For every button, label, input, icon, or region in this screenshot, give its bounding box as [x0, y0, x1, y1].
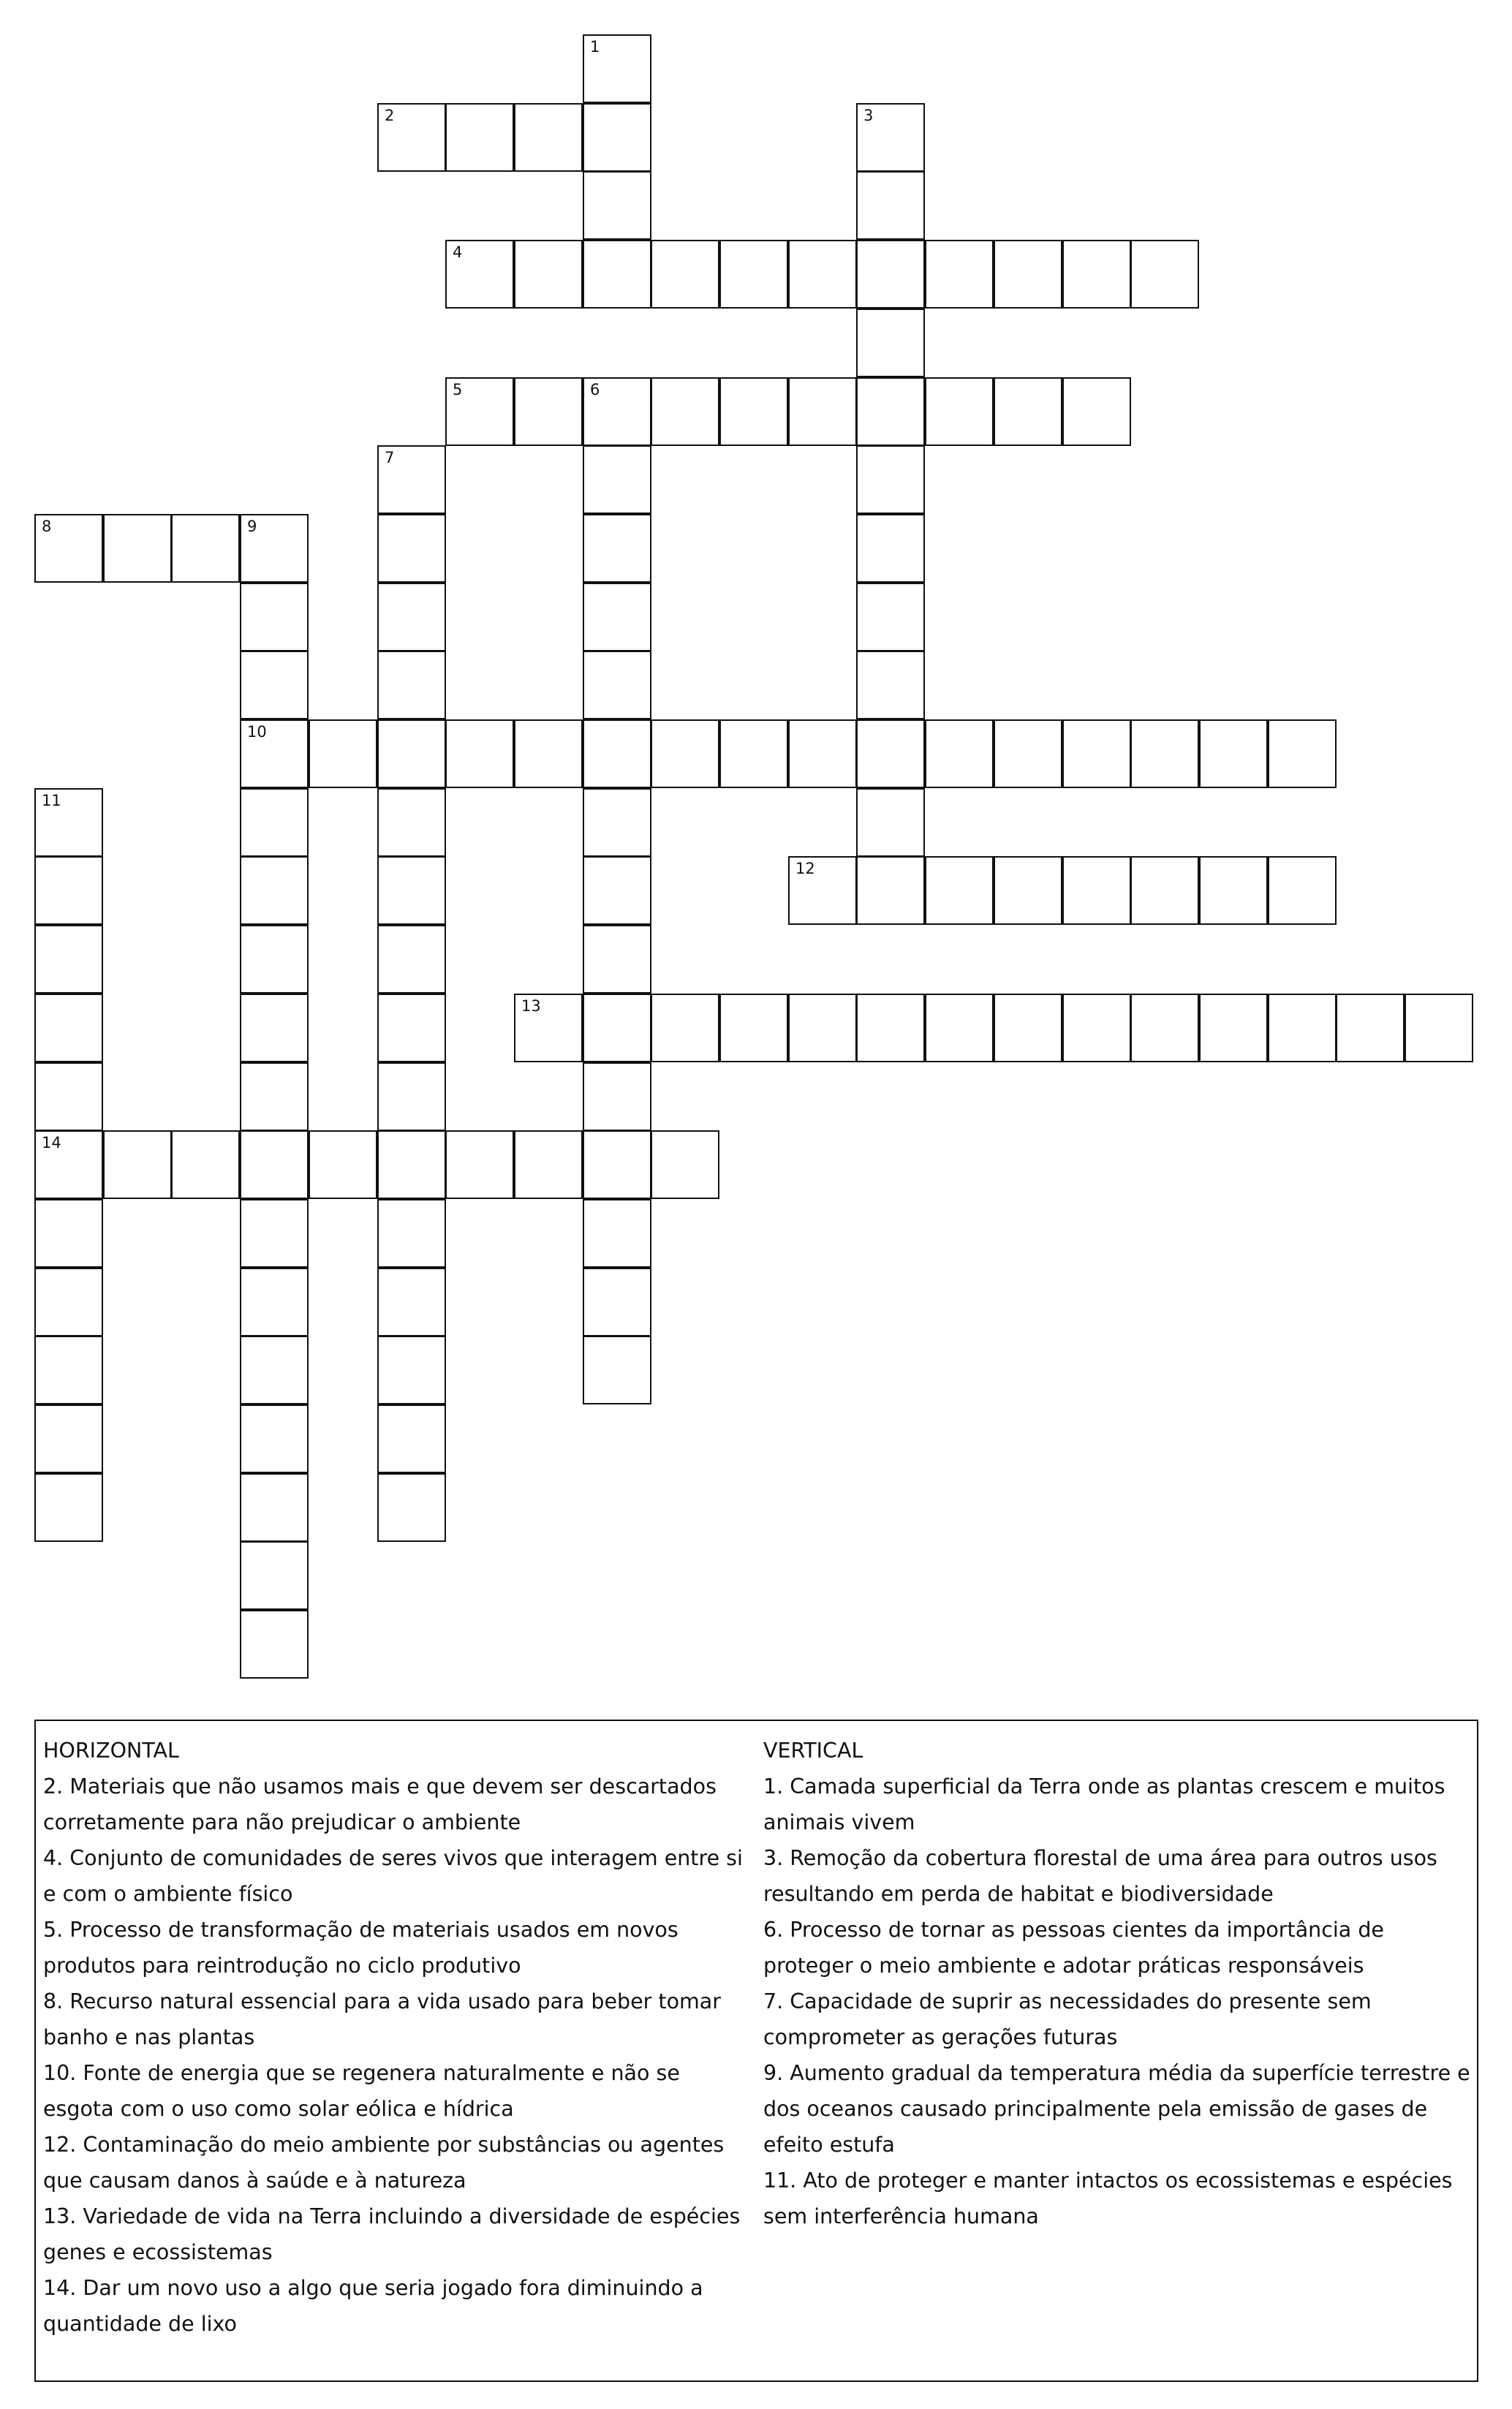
grid-cell[interactable]	[719, 240, 788, 309]
clue-number: 12	[795, 860, 815, 877]
grid-cell[interactable]	[925, 856, 994, 925]
grid-cell[interactable]	[377, 1130, 446, 1199]
grid-cell[interactable]	[240, 856, 309, 925]
grid-cell[interactable]	[994, 856, 1062, 925]
grid-cell[interactable]	[994, 240, 1062, 309]
grid-cell[interactable]	[171, 514, 240, 583]
grid-cell[interactable]	[377, 719, 446, 788]
clue-number: 9	[247, 518, 257, 535]
grid-cell[interactable]	[583, 171, 651, 240]
grid-cell[interactable]	[651, 994, 719, 1062]
grid-cell[interactable]	[377, 994, 446, 1062]
clue-number: 1	[590, 38, 600, 56]
clue-horizontal-5: 5. Processo de transformação de materiais usados em novos produtos para reintrodução no ciclo produtivo	[43, 1918, 678, 1978]
grid-cell[interactable]	[925, 240, 994, 309]
grid-cell[interactable]	[651, 377, 719, 446]
grid-cell[interactable]	[240, 1473, 309, 1542]
vertical-clues	[763, 1733, 1476, 2234]
grid-cell[interactable]	[34, 1336, 103, 1404]
grid-cell[interactable]	[1405, 994, 1473, 1062]
grid-cell[interactable]	[34, 1268, 103, 1336]
grid-cell[interactable]	[34, 925, 103, 994]
grid-cell[interactable]	[788, 240, 857, 309]
grid-cell[interactable]	[1268, 994, 1337, 1062]
clue-horizontal-2: 2. Materiais que não usamos mais e que devem ser descartados corretamente para não prejudicar o ambiente	[43, 1774, 717, 1834]
grid-cell[interactable]	[583, 719, 651, 788]
grid-cell[interactable]	[583, 994, 651, 1062]
grid-cell[interactable]	[1062, 994, 1131, 1062]
grid-cell[interactable]	[583, 34, 651, 103]
grid-cell[interactable]	[240, 925, 309, 994]
grid-cell[interactable]	[1062, 856, 1131, 925]
clue-number: 10	[247, 723, 267, 741]
grid-cell[interactable]	[377, 925, 446, 994]
clue-number: 5	[453, 381, 463, 398]
grid-cell[interactable]	[377, 1062, 446, 1131]
grid-cell[interactable]	[309, 719, 377, 788]
grid-cell[interactable]	[583, 1062, 651, 1131]
clue-number: 6	[590, 381, 600, 398]
grid-cell[interactable]	[994, 719, 1062, 788]
grid-cell[interactable]	[856, 309, 925, 377]
horizontal-clues	[43, 1733, 756, 2342]
grid-cell[interactable]	[1199, 719, 1268, 788]
grid-cell[interactable]	[377, 103, 446, 172]
grid-cell[interactable]	[377, 856, 446, 925]
grid-cell[interactable]	[856, 445, 925, 514]
grid-cell[interactable]	[377, 445, 446, 514]
grid-cell[interactable]	[583, 1199, 651, 1268]
grid-cell[interactable]	[445, 719, 514, 788]
grid-cell[interactable]	[1199, 856, 1268, 925]
grid-cell[interactable]	[583, 856, 651, 925]
grid-cell[interactable]	[583, 103, 651, 172]
grid-cell[interactable]	[103, 1130, 172, 1199]
clue-vertical-9: 9. Aumento gradual da temperatura média da superfície terrestre e dos oceanos causado principalmente pela emissão de gases de efeito estufa	[763, 2061, 1470, 2157]
horizontal-title: HORIZONTAL	[43, 1739, 179, 1763]
grid-cell[interactable]	[651, 719, 719, 788]
grid-cell[interactable]	[34, 1473, 103, 1542]
grid-cell[interactable]	[240, 514, 309, 583]
clue-vertical-7: 7. Capacidade de suprir as necessidades do presente sem comprometer as gerações futuras	[763, 1989, 1372, 2049]
grid-cell[interactable]	[1062, 240, 1131, 309]
grid-cell[interactable]	[377, 1336, 446, 1404]
grid-cell[interactable]	[583, 651, 651, 719]
grid-cell[interactable]	[856, 171, 925, 240]
grid-cell[interactable]	[583, 514, 651, 583]
grid-cell[interactable]	[377, 651, 446, 719]
clue-number: 8	[42, 518, 52, 535]
clue-horizontal-13: 13. Variedade de vida na Terra incluindo a diversidade de espécies genes e ecossistemas	[43, 2204, 741, 2264]
grid-cell[interactable]	[240, 1268, 309, 1336]
grid-cell[interactable]	[788, 377, 857, 446]
grid-cell[interactable]	[377, 514, 446, 583]
grid-cell[interactable]	[583, 240, 651, 309]
grid-cell[interactable]	[788, 856, 857, 925]
grid-cell[interactable]	[240, 1062, 309, 1131]
grid-cell[interactable]	[719, 377, 788, 446]
grid-cell[interactable]	[34, 1130, 103, 1199]
grid-cell[interactable]	[1336, 994, 1405, 1062]
grid-cell[interactable]	[34, 1199, 103, 1268]
grid-cell[interactable]	[925, 994, 994, 1062]
grid-cell[interactable]	[788, 719, 857, 788]
grid-cell[interactable]	[103, 514, 172, 583]
grid-cell[interactable]	[240, 1404, 309, 1473]
grid-cell[interactable]	[240, 1336, 309, 1404]
grid-cell[interactable]	[856, 994, 925, 1062]
clue-number: 2	[385, 107, 395, 124]
clue-number: 4	[453, 243, 463, 261]
grid-cell[interactable]	[445, 377, 514, 446]
grid-cell[interactable]	[994, 994, 1062, 1062]
grid-cell[interactable]	[1062, 377, 1131, 446]
grid-cell[interactable]	[1199, 994, 1268, 1062]
grid-cell[interactable]	[34, 514, 103, 583]
grid-cell[interactable]	[240, 719, 309, 788]
clue-horizontal-4: 4. Conjunto de comunidades de seres vivos que interagem entre si e com o ambiente físico	[43, 1846, 743, 1906]
grid-cell[interactable]	[1062, 719, 1131, 788]
grid-cell[interactable]	[856, 583, 925, 651]
clue-number: 14	[42, 1134, 61, 1151]
clue-vertical-3: 3. Remoção da cobertura florestal de uma área para outros usos resultando em perda de habitat e biodiversidade	[763, 1846, 1437, 1906]
clue-vertical-1: 1. Camada superficial da Terra onde as plantas crescem e muitos animais vivem	[763, 1774, 1445, 1834]
grid-cell[interactable]	[583, 1130, 651, 1199]
grid-cell[interactable]	[514, 1130, 583, 1199]
grid-cell[interactable]	[856, 240, 925, 309]
clue-horizontal-14: 14. Dar um novo uso a algo que seria jogado fora diminuindo a quantidade de lixo	[43, 2276, 703, 2336]
grid-cell[interactable]	[583, 925, 651, 994]
clue-vertical-11: 11. Ato de proteger e manter intactos os ecossistemas e espécies sem interferência humana	[763, 2168, 1453, 2228]
clue-vertical-6: 6. Processo de tornar as pessoas cientes da importância de proteger o meio ambiente e adotar práticas responsáveis	[763, 1918, 1384, 1978]
grid-cell[interactable]	[1130, 240, 1199, 309]
grid-cell[interactable]	[240, 1199, 309, 1268]
grid-cell[interactable]	[240, 583, 309, 651]
grid-cell[interactable]	[583, 583, 651, 651]
grid-cell[interactable]	[377, 1268, 446, 1336]
grid-cell[interactable]	[1268, 719, 1337, 788]
vertical-title: VERTICAL	[763, 1739, 863, 1763]
grid-cell[interactable]	[240, 1541, 309, 1610]
grid-cell[interactable]	[583, 445, 651, 514]
grid-cell[interactable]	[171, 1130, 240, 1199]
grid-cell[interactable]	[377, 1473, 446, 1542]
grid-cell[interactable]	[34, 856, 103, 925]
grid-cell[interactable]	[1130, 719, 1199, 788]
grid-cell[interactable]	[514, 377, 583, 446]
grid-cell[interactable]	[856, 856, 925, 925]
grid-cell[interactable]	[377, 1404, 446, 1473]
grid-cell[interactable]	[309, 1130, 377, 1199]
clues-box	[34, 1720, 1478, 2382]
grid-cell[interactable]	[925, 719, 994, 788]
grid-cell[interactable]	[514, 103, 583, 172]
grid-cell[interactable]	[34, 1404, 103, 1473]
grid-cell[interactable]	[377, 583, 446, 651]
grid-cell[interactable]	[34, 994, 103, 1062]
grid-cell[interactable]	[377, 788, 446, 857]
grid-cell[interactable]	[856, 651, 925, 719]
grid-cell[interactable]	[240, 994, 309, 1062]
grid-cell[interactable]	[445, 103, 514, 172]
grid-cell[interactable]	[856, 514, 925, 583]
grid-cell[interactable]	[856, 719, 925, 788]
grid-cell[interactable]	[445, 1130, 514, 1199]
clue-horizontal-8: 8. Recurso natural essencial para a vida usado para beber tomar banho e nas plantas	[43, 1989, 721, 2049]
grid-cell[interactable]	[583, 377, 651, 446]
clue-horizontal-10: 10. Fonte de energia que se regenera naturalmente e não se esgota com o uso como solar eólica e hídrica	[43, 2061, 680, 2121]
grid-cell[interactable]	[583, 1336, 651, 1404]
clue-number: 11	[42, 792, 61, 809]
grid-cell[interactable]	[925, 377, 994, 446]
grid-cell[interactable]	[34, 1062, 103, 1131]
grid-cell[interactable]	[719, 719, 788, 788]
grid-cell[interactable]	[856, 103, 925, 172]
grid-cell[interactable]	[445, 240, 514, 309]
clue-number: 3	[863, 107, 874, 124]
grid-cell[interactable]	[856, 788, 925, 857]
grid-cell[interactable]	[1130, 856, 1199, 925]
grid-cell[interactable]	[719, 994, 788, 1062]
grid-cell[interactable]	[514, 719, 583, 788]
grid-cell[interactable]	[240, 1610, 309, 1679]
grid-cell[interactable]	[240, 651, 309, 719]
clue-horizontal-12: 12. Contaminação do meio ambiente por substâncias ou agentes que causam danos à saúde e à natureza	[43, 2133, 725, 2193]
grid-cell[interactable]	[583, 788, 651, 857]
grid-cell[interactable]	[240, 1130, 309, 1199]
grid-cell[interactable]	[994, 377, 1062, 446]
grid-cell[interactable]	[856, 377, 925, 446]
grid-cell[interactable]	[34, 788, 103, 857]
grid-cell[interactable]	[583, 1268, 651, 1336]
grid-cell[interactable]	[377, 1199, 446, 1268]
grid-cell[interactable]	[1268, 856, 1337, 925]
grid-cell[interactable]	[651, 1130, 719, 1199]
grid-cell[interactable]	[514, 240, 583, 309]
grid-cell[interactable]	[514, 994, 583, 1062]
grid-cell[interactable]	[240, 788, 309, 857]
clue-number: 7	[385, 449, 395, 466]
clue-number: 13	[521, 997, 541, 1015]
grid-cell[interactable]	[651, 240, 719, 309]
grid-cell[interactable]	[1130, 994, 1199, 1062]
grid-cell[interactable]	[788, 994, 857, 1062]
